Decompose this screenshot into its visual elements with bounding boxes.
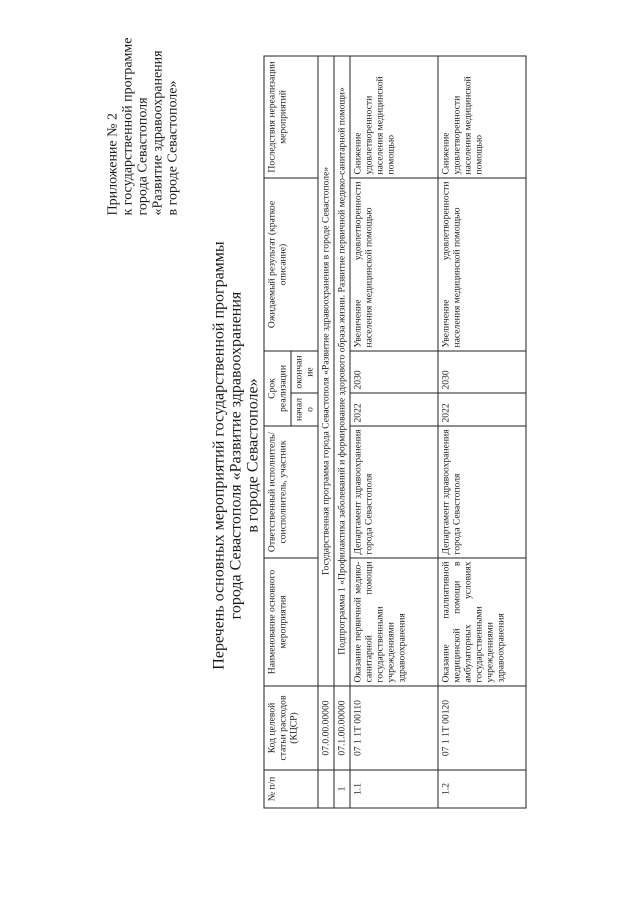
cell-code: 07 1 1Т 00120 bbox=[438, 686, 526, 770]
cell-end: 2030 bbox=[438, 350, 526, 392]
cell-name: Оказание паллиативной медицинской помощи в амбулаторных условиях государственными учреждениями здравоохранения bbox=[438, 558, 526, 686]
cell-name: Оказание первичной медико-санитарной помощи государственными учреждениями здравоохранения bbox=[350, 558, 438, 686]
appendix-header bbox=[105, 15, 180, 215]
cell-result: Увеличение удовлетворенности населения медицинской помощью bbox=[350, 177, 438, 350]
cell-code: 07.1.00.00000 bbox=[334, 686, 350, 770]
cell-code: 07.0.00.00000 bbox=[318, 686, 334, 770]
cell-consequences: Снижение удовлетворенности населения медицинской помощью bbox=[350, 55, 438, 177]
header-end: окончание bbox=[291, 350, 318, 392]
cell-num: 1.1 bbox=[350, 770, 438, 808]
cell-num bbox=[318, 770, 334, 808]
title-line: в городе Севастополе» bbox=[244, 377, 261, 533]
cell-code: 07 1 1Т 00110 bbox=[350, 686, 438, 770]
state-program-row bbox=[318, 55, 334, 807]
header-start: начало bbox=[291, 393, 318, 426]
cell-consequences: Снижение удовлетворенности населения медицинской помощью bbox=[438, 55, 526, 177]
cell-result: Увеличение удовлетворенности населения медицинской помощью bbox=[438, 177, 526, 350]
cell-end: 2030 bbox=[350, 350, 438, 392]
cell-start: 2022 bbox=[350, 393, 438, 426]
header-result: Ожидаемый результат (краткое описание) bbox=[264, 177, 318, 350]
title-line: города Севастополя «Развитие здравоохранения bbox=[227, 291, 244, 619]
cell-executor: Департамент здравоохранения города Севастополя bbox=[438, 426, 526, 558]
appendix-line: к государственной программе bbox=[120, 37, 135, 215]
cell-subprogram: Подпрограмма 1 «Профилактика заболеваний и формирование здорового образа жизни. Развитие первичной медико-санитарной помощи» bbox=[334, 55, 350, 685]
appendix-line: города Севастополя bbox=[135, 96, 150, 215]
appendix-line: в городе Севастополе» bbox=[165, 80, 180, 215]
table-header-row bbox=[264, 55, 291, 807]
header-code: Код целевой статьи расходов (КЦСР) bbox=[264, 686, 318, 770]
header-executor: Ответственный исполнитель/соисполнитель, участник bbox=[264, 426, 318, 558]
header-consequences: Последствия нереализации мероприятий bbox=[264, 55, 318, 177]
table-row bbox=[438, 55, 526, 807]
cell-executor: Департамент здравоохранения города Севастополя bbox=[350, 426, 438, 558]
appendix-line: «Развитие здравоохранения bbox=[150, 49, 165, 215]
cell-num: 1 bbox=[334, 770, 350, 808]
title-line: Перечень основных мероприятий государственной программы bbox=[210, 240, 227, 670]
cell-num: 1.2 bbox=[438, 770, 526, 808]
header-name: Наименование основного мероприятия bbox=[264, 558, 318, 686]
header-num: № п/п bbox=[264, 770, 318, 808]
appendix-line: Приложение № 2 bbox=[105, 112, 120, 215]
table-row bbox=[350, 55, 438, 807]
header-period: Срок реализации bbox=[264, 350, 291, 425]
document-title bbox=[210, 195, 261, 715]
measures-table bbox=[263, 55, 526, 808]
subprogram-row bbox=[334, 55, 350, 807]
cell-start: 2022 bbox=[438, 393, 526, 426]
cell-state-program: Государственная программа города Севастополя «Развитие здравоохранения в городе Севастополе» bbox=[318, 55, 334, 685]
